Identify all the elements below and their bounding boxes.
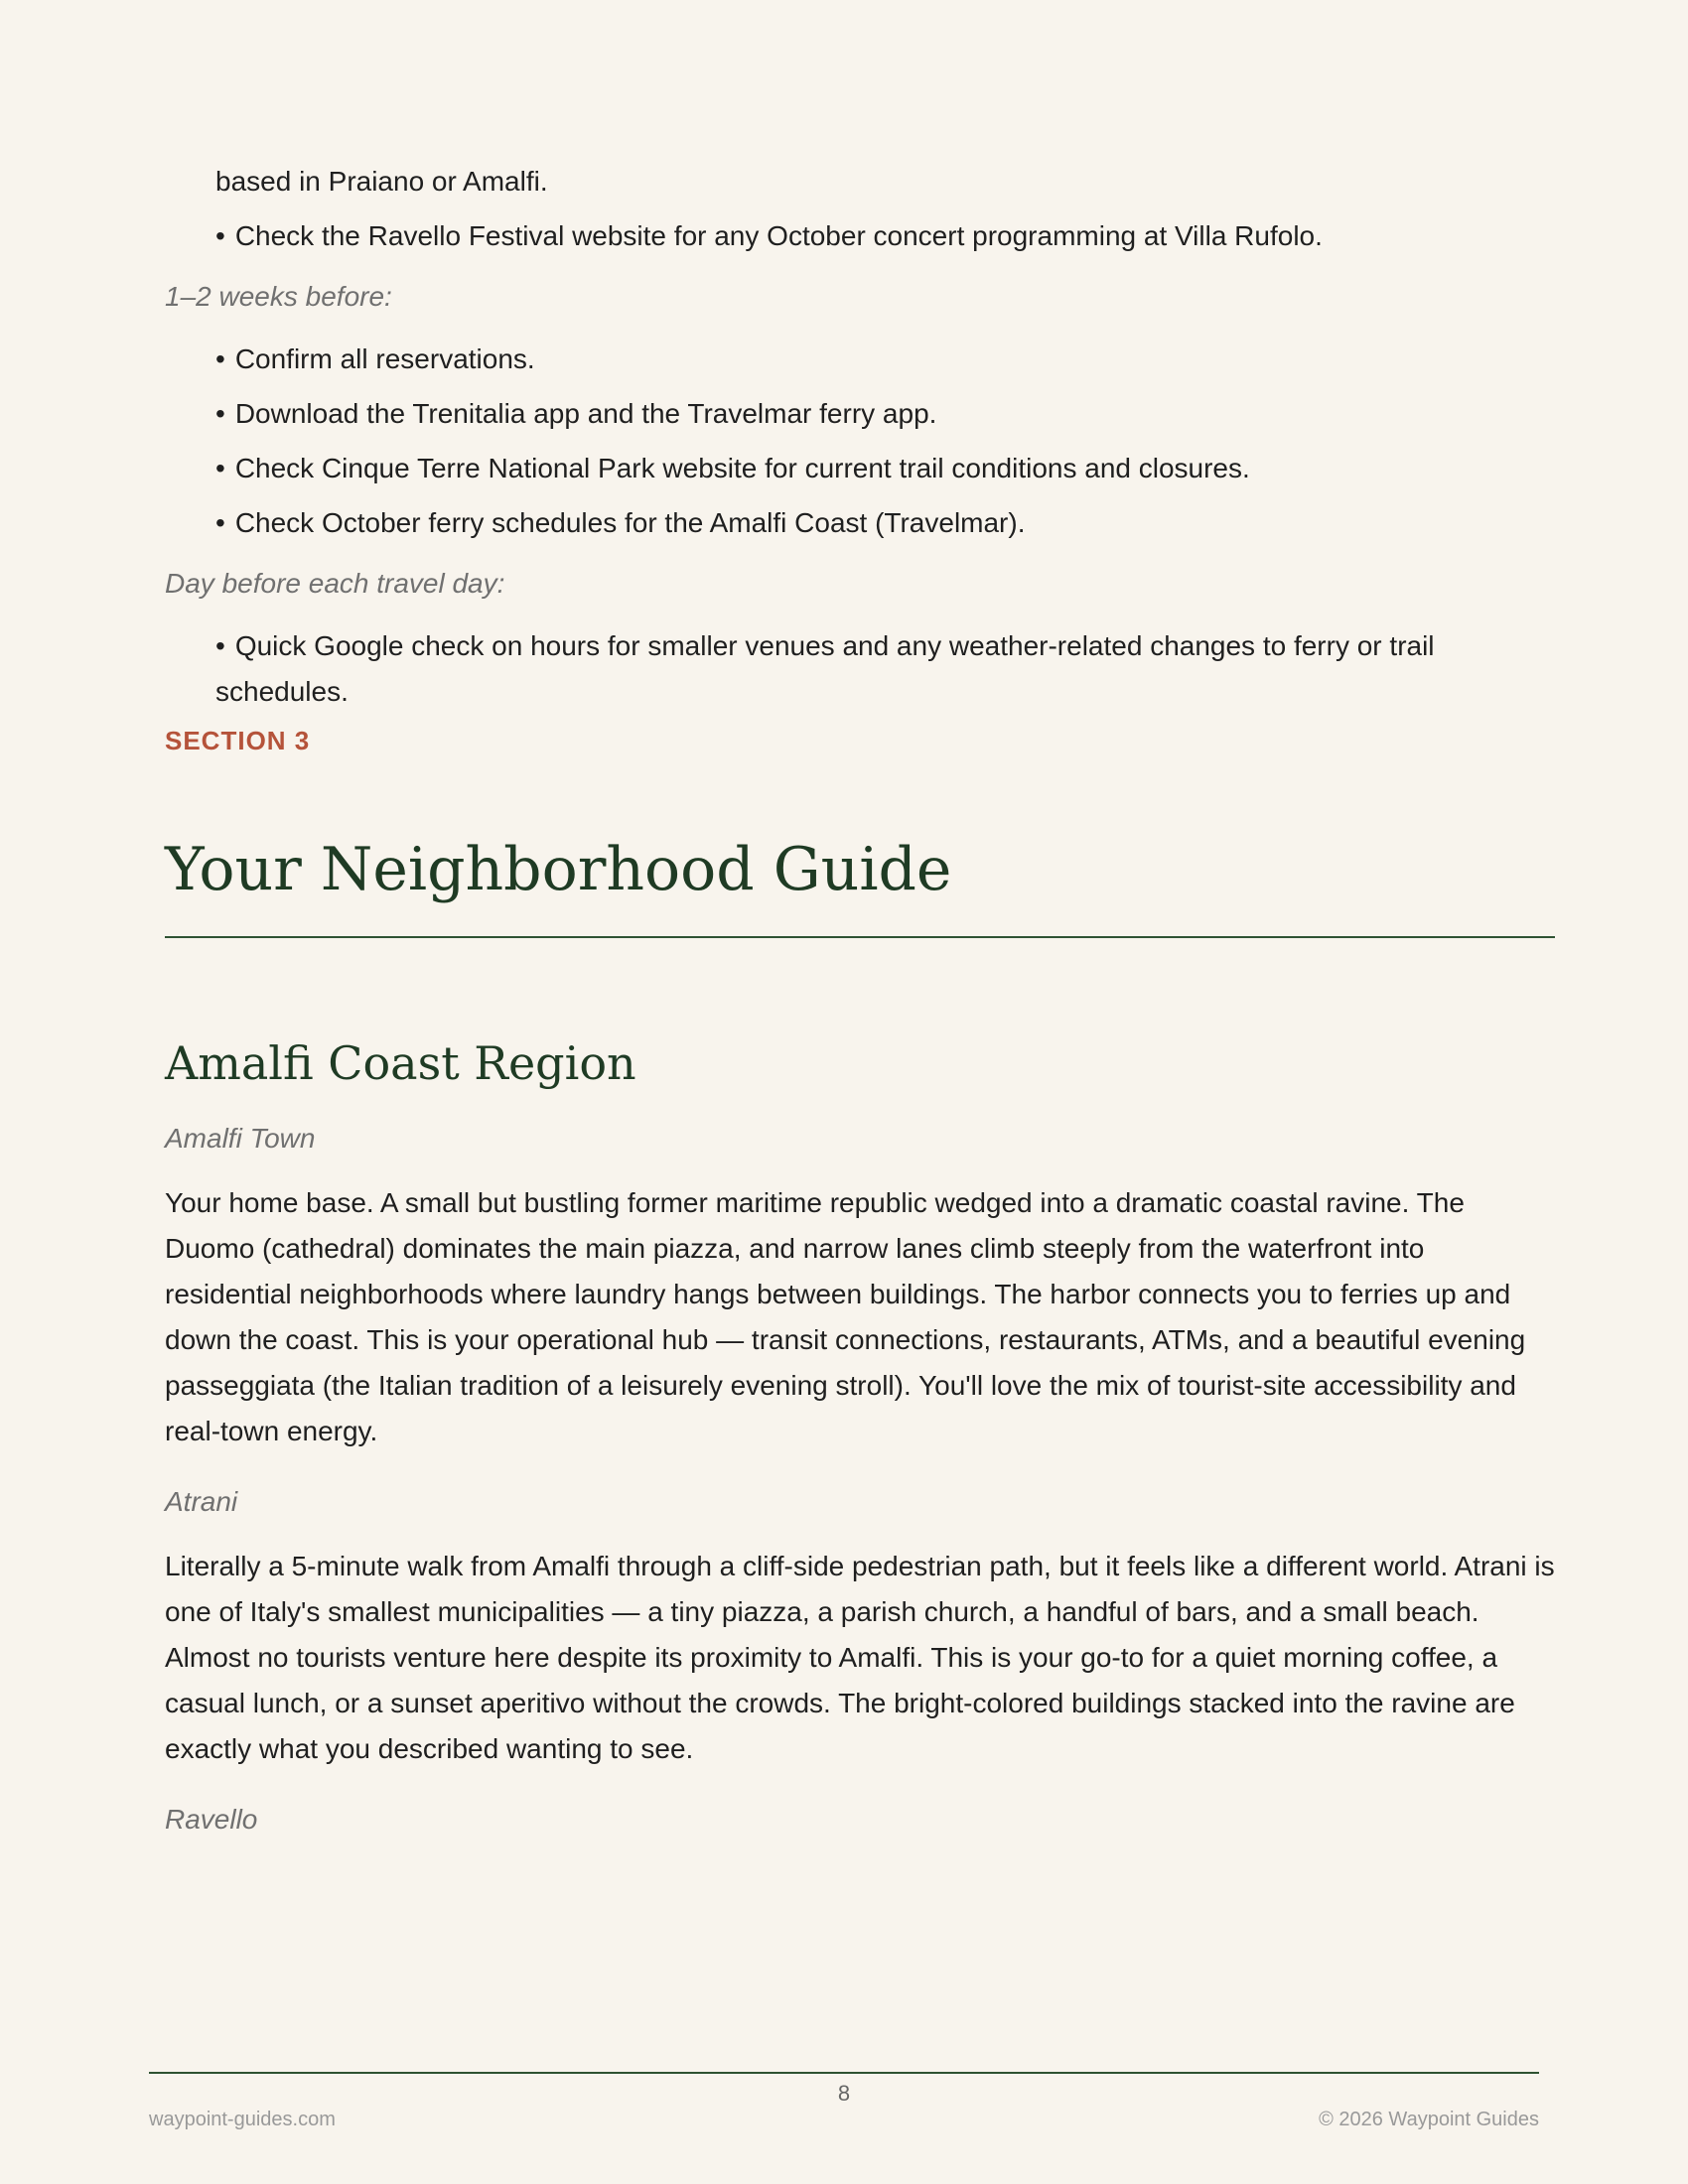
list-item-text: Quick Google check on hours for smaller venues and any weather-related changes to ferry or trail schedules.: [215, 630, 1435, 707]
list-item: [215, 391, 1555, 437]
bullet-icon: •: [215, 630, 225, 661]
title-divider: [165, 936, 1555, 938]
place-heading-atrani: Atrani: [165, 1486, 238, 1517]
continued-bullet-text: based in Praiano or Amalfi.: [215, 166, 548, 197]
footer-divider: [149, 2072, 1539, 2074]
list-item: [215, 337, 1555, 382]
footer-site-link: waypoint-guides.com: [149, 2109, 336, 2130]
list-item-text: Check the Ravello Festival website for any October concert programming at Villa Rufolo.: [234, 220, 1323, 251]
section-label: SECTION 3: [165, 726, 311, 755]
bullet-icon: •: [215, 220, 225, 251]
timeline-heading: 1–2 weeks before:: [165, 281, 392, 312]
list-item: [215, 446, 1555, 491]
list-item-text: Check Cinque Terre National Park website for current trail conditions and closures.: [234, 453, 1250, 483]
list-item: [215, 500, 1555, 546]
page-title: Your Neighborhood Guide: [165, 835, 952, 904]
list-item-text: Download the Trenitalia app and the Travelmar ferry app.: [234, 398, 937, 429]
bullet-list: [165, 213, 1555, 259]
list-item-text: Confirm all reservations.: [234, 343, 535, 374]
region-title: Amalfi Coast Region: [165, 1036, 636, 1090]
bullet-icon: •: [215, 453, 225, 483]
bullet-icon: •: [215, 398, 225, 429]
place-heading-amalfi: Amalfi Town: [165, 1123, 316, 1154]
bullet-list: [165, 337, 1555, 546]
timeline-heading: Day before each travel day:: [165, 568, 505, 599]
place-description-amalfi: Your home base. A small but bustling former maritime republic wedged into a dramatic coastal ravine. The Duomo (cathedral) dominates the main piazza, and narrow lanes climb steeply from the waterfront into residential neighborhoods where laundry hangs between buildings. The harbor connects you to ferries up and down the coast. This is your operational hub — transit connections, restaurants, ATMs, and a beautiful evening passeggiata (the Italian tradition of a leisurely evening stroll). You'll love the mix of tourist-site accessibility and real-town energy.: [165, 1187, 1526, 1446]
bullet-list: [165, 623, 1555, 715]
place-heading-ravello: Ravello: [165, 1804, 258, 1835]
page-number: 8: [837, 2081, 851, 2106]
list-item: [165, 213, 1555, 259]
footer-copyright: © 2026 Waypoint Guides: [1319, 2109, 1539, 2130]
place-description-atrani: Literally a 5-minute walk from Amalfi through a cliff-side pedestrian path, but it feels like a different world. Atrani is one of Italy's smallest municipalities — a tiny piazza, a parish church, a handful of bars, and a small beach. Almost no tourists venture here despite its proximity to Amalfi. This is your go-to for a quiet morning coffee, a casual lunch, or a sunset aperitivo without the crowds. The bright-colored buildings stacked into the ravine are exactly what you described wanting to see.: [165, 1551, 1555, 1764]
page-content: [165, 159, 1555, 1861]
list-item-text: Check October ferry schedules for the Amalfi Coast (Travelmar).: [234, 507, 1026, 538]
bullet-icon: •: [215, 343, 225, 374]
bullet-icon: •: [215, 507, 225, 538]
list-item: [215, 623, 1496, 715]
